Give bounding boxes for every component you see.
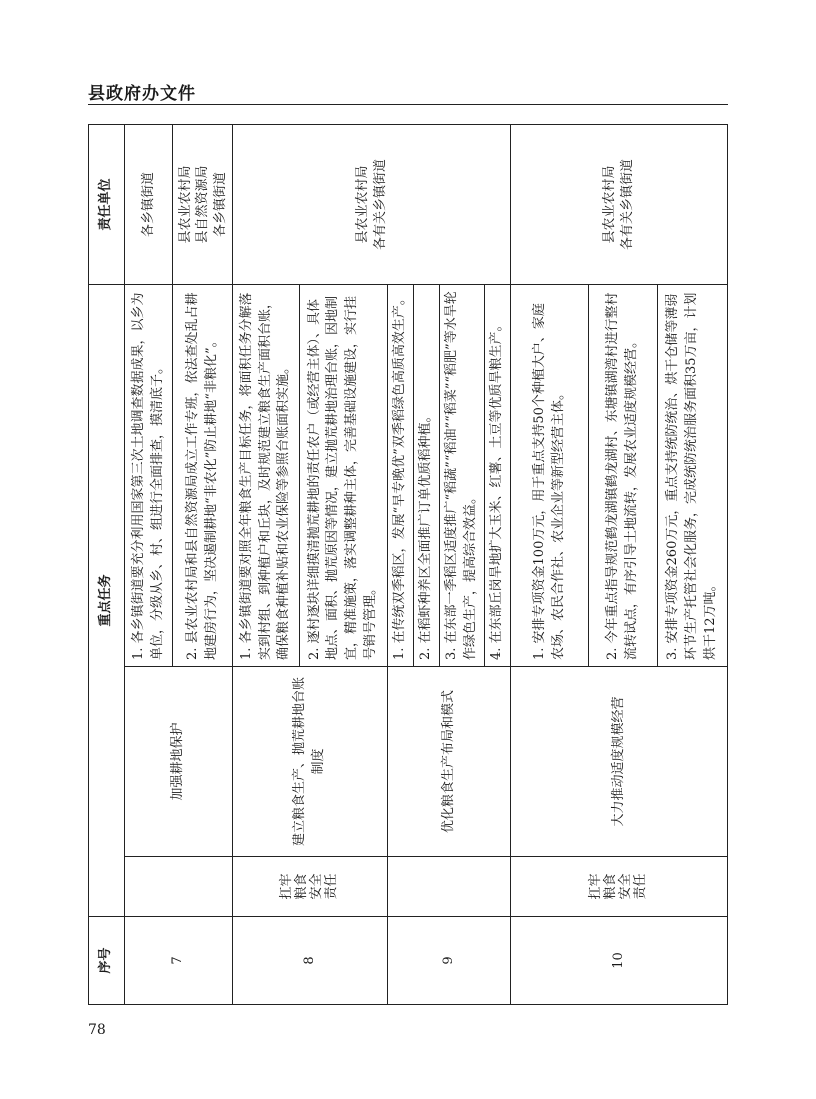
- unit-line: 县农业农村局: [602, 165, 618, 244]
- row-seq: 7: [125, 917, 233, 1005]
- row-item: 建立粮食生产、抛荒耕地台账制度: [233, 667, 388, 857]
- task-cell: 2. 今年重点指导规范鹤龙湖镇鹤龙湖村、东塘镇湖湾村进行整村流转试点，有序引导土地流转，发展农业适度规模经营。: [589, 285, 657, 667]
- row-item: 优化粮食生产布局和模式: [387, 667, 510, 857]
- row-category: [233, 857, 388, 917]
- header-title: 县政府办文件: [88, 84, 196, 104]
- page-number: 78: [88, 1022, 106, 1038]
- task-cell: 2. 县农业农村局和县自然资源局成立工作专班，依法查处乱占耕地建房行为，坚决遏制耕地“非农化”防止耕地“非粮化”。: [173, 285, 233, 667]
- unit-cell: [233, 125, 511, 285]
- category-char: 责任: [632, 873, 648, 900]
- unit-line: 各有关乡镇街道: [372, 159, 388, 251]
- task-cell: 1. 各乡镇街道要对照全年粮食生产目标任务，将面积任务分解落实到村组、到种植户和丘块，及时规范建立粮食生产面积台账，确保粮食种植补贴和农业保险等参照台账面积实施。: [233, 285, 299, 667]
- category-char: 扛牢: [588, 873, 604, 900]
- row-item: 加强耕地保护: [125, 667, 233, 857]
- header-task: 重点任务: [89, 285, 125, 917]
- row-seq: 10: [510, 917, 727, 1005]
- row-seq: 9: [387, 917, 510, 1005]
- task-cell: 2. 逐村逐块详细摸清抛荒耕地的责任农户（或经营主体）、具体地点、面积、抛荒原因等情况，建立抛荒耕地治理台账，因地制宜，精准施策，落实调整耕种主体，完善基础设施建设，实行挂号销号管理。: [299, 285, 387, 667]
- task-table-rotated: [88, 125, 728, 1005]
- task-cell: 3. 安排专项资金260万元，重点支持统防统治、烘干仓储等薄弱环节生产托管社会化服务，完成统防统治服务面积35万亩，计划烘干12万吨。: [657, 285, 727, 667]
- category-char: 扛牢: [279, 873, 295, 900]
- unit-cell: [173, 125, 233, 285]
- category-char: 粮食: [603, 873, 618, 900]
- row-item: 大力推动适度规模经营: [510, 667, 727, 857]
- unit-line: 县农业农村局: [177, 165, 193, 244]
- unit-line: 县农业农村局: [355, 165, 371, 244]
- task-table: [88, 124, 728, 1005]
- task-cell: 2. 在稻虾种养区全面推广订单优质稻种植。: [413, 285, 439, 667]
- row-seq: 8: [233, 917, 388, 1005]
- unit-line: 县自然资源局: [195, 165, 211, 244]
- row-category: [125, 857, 233, 917]
- category-char: 责任: [324, 873, 340, 900]
- unit-cell: [125, 125, 173, 285]
- task-cell: 3. 在东部一季稻区适度推广“稻蔬”“稻油”“稻菜”“稻肥”等水旱轮作绿色生产，提高综合效益。: [439, 285, 484, 667]
- task-cell: 1. 安排专项资金100万元，用于重点支持50个种植大户、家庭农场、农民合作社、农业企业等新型经营主体。: [510, 285, 588, 667]
- header-seq: 序号: [89, 917, 125, 1005]
- row-category: [510, 857, 727, 917]
- row-category: [387, 857, 510, 917]
- task-cell: 4. 在东部丘岗旱地扩大玉米、红薯、土豆等优质旱粮生产。: [484, 285, 510, 667]
- header-divider: [88, 104, 728, 105]
- task-cell: 1. 各乡镇街道要充分利用国家第三次土地调查数据成果，以乡为单位，分级从乡、村、组进行全面排查，摸清底子。: [125, 285, 173, 667]
- task-cell: 1. 在传统双季稻区，发展“早专晚优”双季稻绿色高质高效生产。: [387, 285, 413, 667]
- table-row: [510, 125, 588, 1005]
- table-row: [233, 125, 299, 1005]
- table-header-row: [89, 125, 125, 1005]
- category-char: 安全: [309, 873, 325, 900]
- unit-line: 各有关乡镇街道: [619, 159, 635, 251]
- category-char: 安全: [617, 873, 633, 900]
- unit-line: 各乡镇街道: [140, 172, 156, 238]
- table-row: [125, 125, 173, 1005]
- unit-line: 各乡镇街道: [212, 172, 228, 238]
- header-unit: 责任单位: [89, 125, 125, 285]
- unit-cell: [510, 125, 727, 285]
- category-char: 粮食: [294, 873, 310, 900]
